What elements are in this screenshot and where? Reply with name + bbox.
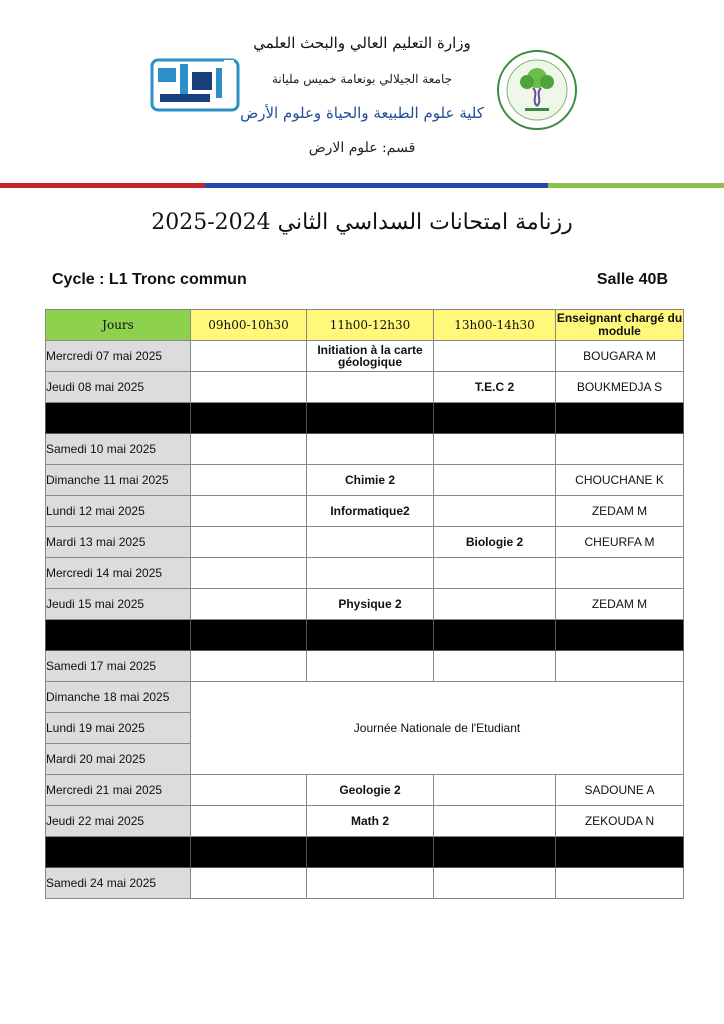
slot3-cell: [434, 341, 556, 372]
day-cell: Mercredi 07 mai 2025: [46, 341, 191, 372]
table-row: [46, 589, 684, 620]
teacher-cell: CHEURFA M: [556, 527, 684, 558]
slot2-cell: Informatique2: [307, 496, 434, 527]
table-row: [46, 527, 684, 558]
table-row: [46, 775, 684, 806]
slot1-cell: [191, 589, 307, 620]
room-label: Salle 40B: [596, 271, 668, 288]
slot3-cell: [434, 868, 556, 899]
header-teacher: Enseignant chargé du module: [556, 310, 684, 341]
teacher-cell: CHOUCHANE K: [556, 465, 684, 496]
teacher-cell: [556, 868, 684, 899]
day-cell: Mercredi 21 mai 2025: [46, 775, 191, 806]
slot3-cell: [434, 465, 556, 496]
day-cell: Jeudi 08 mai 2025: [46, 372, 191, 403]
teacher-cell: BOUKMEDJA S: [556, 372, 684, 403]
slot3-cell: [434, 806, 556, 837]
holiday-note: Journée Nationale de l'Etudiant: [191, 682, 684, 775]
day-cell: Jeudi 22 mai 2025: [46, 806, 191, 837]
teacher-cell: ZEKOUDA N: [556, 806, 684, 837]
separator-cell: [191, 837, 307, 868]
day-cell: Samedi 17 mai 2025: [46, 651, 191, 682]
separator-cell: [191, 620, 307, 651]
separator-cell: [191, 403, 307, 434]
teacher-cell: ZEDAM M: [556, 496, 684, 527]
slot3-cell: [434, 589, 556, 620]
slot1-cell: [191, 527, 307, 558]
slot1-cell: [191, 465, 307, 496]
separator-cell: [46, 403, 191, 434]
teacher-cell: [556, 558, 684, 589]
table-row: [46, 341, 684, 372]
separator-cell: [46, 837, 191, 868]
slot3-cell: [434, 434, 556, 465]
slot1-cell: [191, 806, 307, 837]
table-row: [46, 434, 684, 465]
slot3-cell: Biologie 2: [434, 527, 556, 558]
separator-row: [46, 403, 684, 434]
slot2-cell: [307, 558, 434, 589]
slot3-cell: [434, 651, 556, 682]
divider-blue: [205, 183, 548, 188]
document-title: رزنامة امتحانات السداسي الثاني 2024-2025: [151, 210, 573, 235]
slot1-cell: [191, 775, 307, 806]
teacher-cell: BOUGARA M: [556, 341, 684, 372]
separator-row: [46, 837, 684, 868]
day-cell: Mardi 20 mai 2025: [46, 744, 191, 775]
separator-cell: [307, 837, 434, 868]
separator-cell: [307, 620, 434, 651]
slot2-cell: [307, 372, 434, 403]
table-row: [46, 868, 684, 899]
slot1-cell: [191, 558, 307, 589]
day-cell: Mercredi 14 mai 2025: [46, 558, 191, 589]
slot2-cell: Math 2: [307, 806, 434, 837]
department-name: قسم: علوم الارض: [308, 140, 416, 156]
day-cell: Lundi 12 mai 2025: [46, 496, 191, 527]
table-row: [46, 558, 684, 589]
day-cell: Dimanche 11 mai 2025: [46, 465, 191, 496]
table-row: [46, 651, 684, 682]
separator-cell: [46, 620, 191, 651]
faculty-name: كلية علوم الطبيعة والحياة وعلوم الأرض: [240, 104, 484, 122]
slot1-cell: [191, 496, 307, 527]
separator-cell: [434, 403, 556, 434]
separator-row: [46, 620, 684, 651]
slot3-cell: [434, 496, 556, 527]
day-cell: Samedi 10 mai 2025: [46, 434, 191, 465]
slot2-cell: [307, 651, 434, 682]
day-cell: Dimanche 18 mai 2025: [46, 682, 191, 713]
separator-cell: [556, 403, 684, 434]
separator-cell: [434, 620, 556, 651]
university-name: جامعة الجيلالي بونعامة خميس مليانة: [271, 72, 453, 86]
table-row: [46, 372, 684, 403]
header-slot1: 09h00-10h30: [191, 310, 307, 341]
table-header-row: [46, 310, 684, 341]
exam-schedule-table: [45, 309, 684, 899]
slot2-cell: Chimie 2: [307, 465, 434, 496]
ministry-name: وزارة التعليم العالي والبحث العلمي: [253, 34, 471, 52]
slot3-cell: [434, 775, 556, 806]
table-row: [46, 682, 684, 713]
slot1-cell: [191, 434, 307, 465]
cycle-label: Cycle : L1 Tronc commun: [52, 271, 247, 288]
slot2-cell: Initiation à la carte géologique: [307, 341, 434, 372]
slot2-cell: [307, 527, 434, 558]
divider-green: [548, 183, 724, 188]
teacher-cell: ZEDAM M: [556, 589, 684, 620]
day-cell: Mardi 13 mai 2025: [46, 527, 191, 558]
separator-cell: [434, 837, 556, 868]
slot2-cell: Physique 2: [307, 589, 434, 620]
day-cell: Lundi 19 mai 2025: [46, 713, 191, 744]
divider-red: [0, 183, 205, 188]
separator-cell: [556, 620, 684, 651]
separator-cell: [307, 403, 434, 434]
slot2-cell: Geologie 2: [307, 775, 434, 806]
slot1-cell: [191, 868, 307, 899]
header-day: Jours: [46, 310, 191, 341]
header-slot3: 13h00-14h30: [434, 310, 556, 341]
slot2-cell: [307, 434, 434, 465]
header-slot2: 11h00-12h30: [307, 310, 434, 341]
slot1-cell: [191, 341, 307, 372]
day-cell: Jeudi 15 mai 2025: [46, 589, 191, 620]
slot1-cell: [191, 372, 307, 403]
day-cell: Samedi 24 mai 2025: [46, 868, 191, 899]
table-row: [46, 465, 684, 496]
teacher-cell: SADOUNE A: [556, 775, 684, 806]
table-row: [46, 496, 684, 527]
slot2-cell: [307, 868, 434, 899]
slot3-cell: T.E.C 2: [434, 372, 556, 403]
slot1-cell: [191, 651, 307, 682]
teacher-cell: [556, 434, 684, 465]
slot3-cell: [434, 558, 556, 589]
separator-cell: [556, 837, 684, 868]
table-row: [46, 806, 684, 837]
teacher-cell: [556, 651, 684, 682]
